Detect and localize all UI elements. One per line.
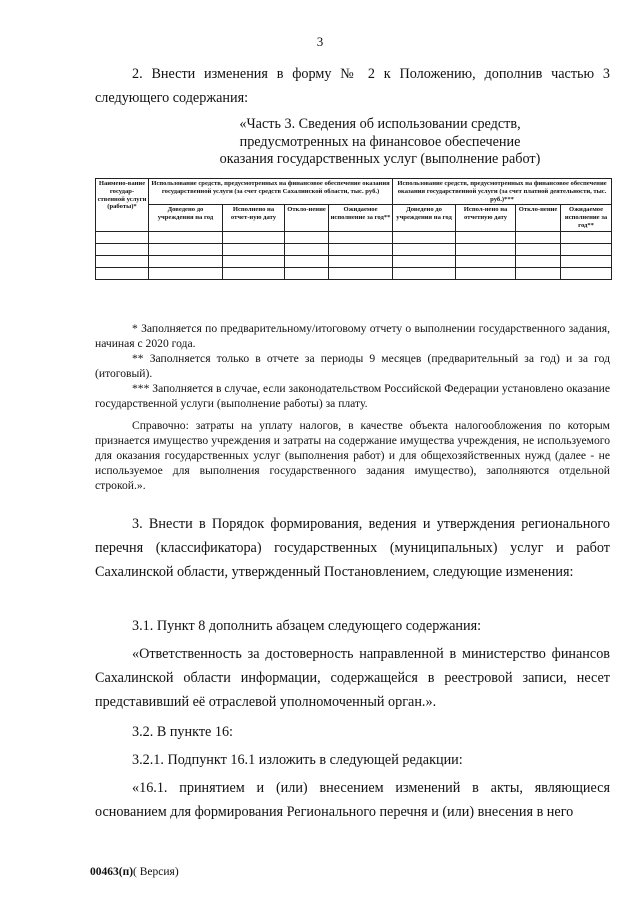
footnote-2: ** Заполняется только в отчете за периоды 9 месяцев (предварительный за год) и за год (итоговый). [95,352,610,380]
col-allocated: Доведено до учреждения на год [393,205,456,231]
footnote-1: * Заполняется по предварительному/итоговому отчету о выполнении государственного задания, начиная с 2020 года. [95,322,610,350]
body-paragraph: 3.2. В пункте 16: [132,724,233,740]
group-regional-budget: Использование средств, предусмотренных на финансовое обеспечение оказания государственной услуги (за счет средств Сахалинской области, тыс. руб.) [149,179,393,205]
col-allocated: Доведено до учреждения на год [149,205,223,231]
body-paragraph: 3.1. Пункт 8 дополнить абзацем следующего содержания: [132,618,482,634]
group-paid-activity: Использование средств, предусмотренных на финансовое обеспечение оказания государственной услуги (за счет платной деятельности, тыс. руб.)*** [393,179,612,205]
col-expected: Ожидаемое исполнение за год** [329,205,393,231]
body-paragraph: «16.1. принятием и (или) внесением изменений в акты, являющиеся основанием для формирования Регионального перечня и (или) внесения в него [95,780,610,820]
col-expected: Ожидаемое исполнение за год** [561,205,612,231]
table-row [96,255,612,267]
table-row [96,243,612,255]
heading-line: оказания государственных услуг (выполнение работ) [219,151,541,167]
version-label: ( Версия) [133,866,179,878]
reference-note: Справочно: затраты на уплату налогов, в качестве объекта налогообложения по которым признается имущество учреждения и затраты на содержание имущества учреждения, не используемого для оказания государственных услуг (выполнения работ) и для общехозяйственных нужд (далее - не используемое для выполнения государственного задания имущество), заполняются отдельной строкой.». [95,419,610,492]
table-row [96,267,612,279]
col-deviation: Откло-нение [516,205,561,231]
section-heading [120,116,640,169]
col-service-name: Наимено-вание государ-ственной услуги (работы)* [96,179,149,232]
table-row [96,231,612,243]
body-paragraph: «Ответственность за достоверность направленной в министерство финансов Сахалинской области информации, содержащейся в реестровой записи, несет представивший её отраслевой уполномоченный орган.». [95,646,610,710]
heading-line: «Часть 3. Сведения об использовании средств, [239,116,521,132]
col-executed: Исполнено на отчет-ную дату [223,205,285,231]
col-executed: Испол-нено на отчетную дату [456,205,516,231]
document-code: 00463(п) [90,866,134,878]
col-deviation: Откло-нение [285,205,329,231]
footnote-3: *** Заполняется в случае, если законодательством Российской Федерации установлено оказание государственной услуги (выполнение работы) за плату. [95,382,610,410]
body-paragraph: 3.2.1. Подпункт 16.1 изложить в следующей редакции: [132,752,463,768]
heading-line: предусмотренных на финансовое обеспечение [239,133,521,150]
page-number: 3 [316,34,324,49]
usage-table [95,178,612,280]
body-paragraph: 3. Внести в Порядок формирования, ведения и утверждения регионального перечня (классификатора) государственных (муниципальных) услуг и работ Сахалинской области, утвержденный Постановлением, следующие изменения: [95,516,610,580]
intro-paragraph: 2. Внести изменения в форму № 2 к Положению, дополнив частью 3 следующего содержания: [95,66,610,106]
document-footer [90,866,179,878]
